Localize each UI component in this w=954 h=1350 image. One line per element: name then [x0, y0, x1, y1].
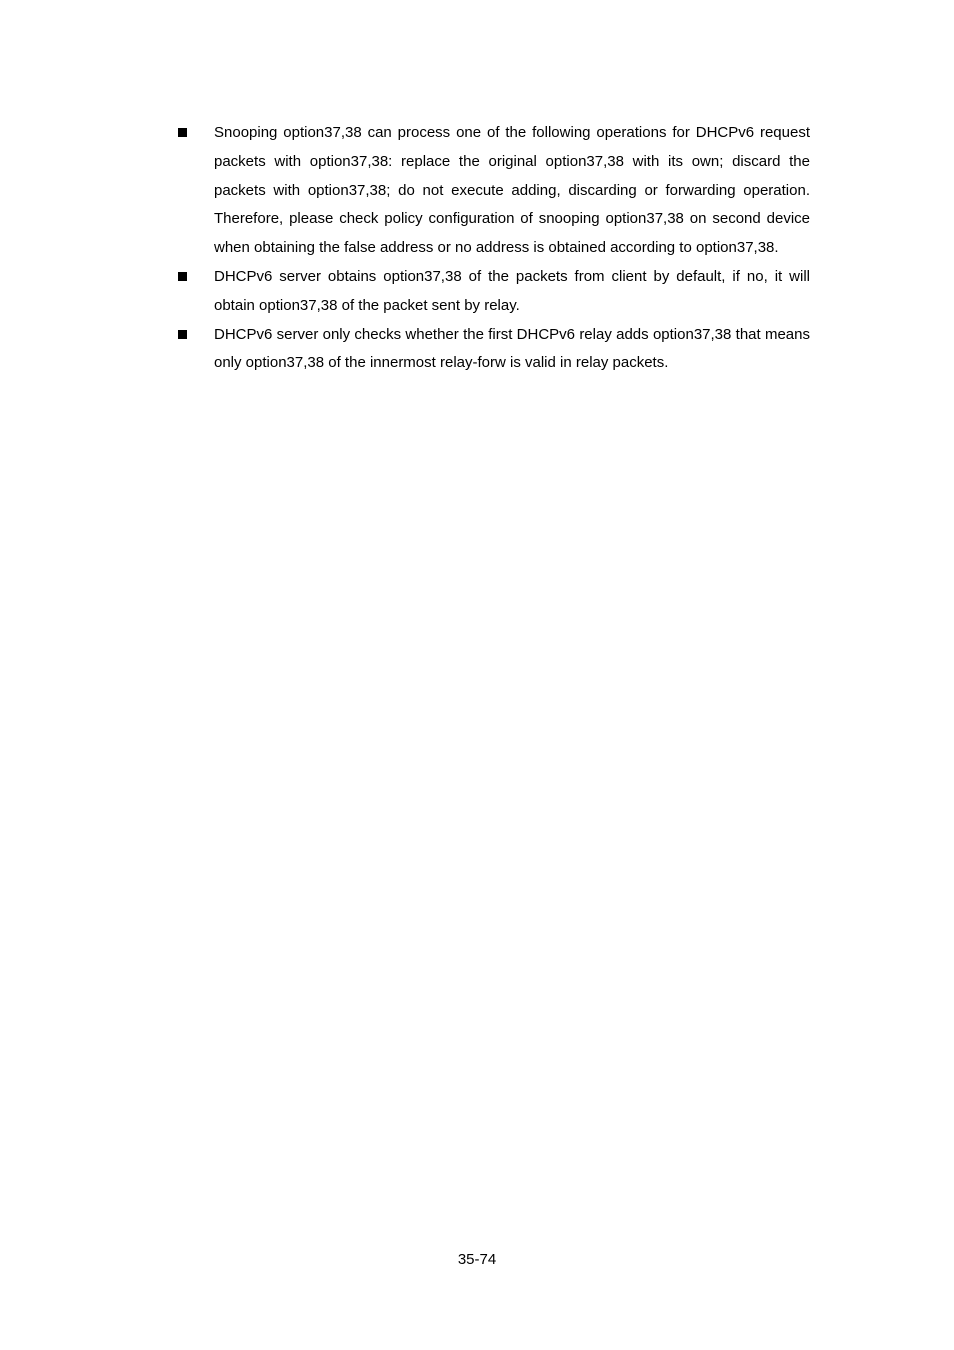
list-item	[176, 321, 810, 379]
square-bullet-icon	[178, 272, 187, 281]
bullet-text: Snooping option37,38 can process one of the following operations for DHCPv6 request packets with option37,38: replace the original option37,38 with its own; discard the packets with option37,38; do not execute adding, discarding or forwarding operation. Therefore, please check policy configuration of snooping option37,38 on second device when obtaining the false address or no address is obtained according to option37,38.	[214, 124, 810, 257]
bullet-text: DHCPv6 server obtains option37,38 of the packets from client by default, if no, it will obtain option37,38 of the packet sent by relay.	[214, 267, 810, 314]
list-item	[176, 119, 810, 263]
list-item	[176, 263, 810, 321]
bullet-text: DHCPv6 server only checks whether the first DHCPv6 relay adds option37,38 that means only option37,38 of the innermost relay-forw is valid in relay packets.	[214, 325, 810, 372]
page-number: 35-74	[457, 1251, 497, 1268]
notes-bullet-list	[176, 119, 810, 378]
square-bullet-icon	[178, 128, 187, 137]
square-bullet-icon	[178, 330, 187, 339]
